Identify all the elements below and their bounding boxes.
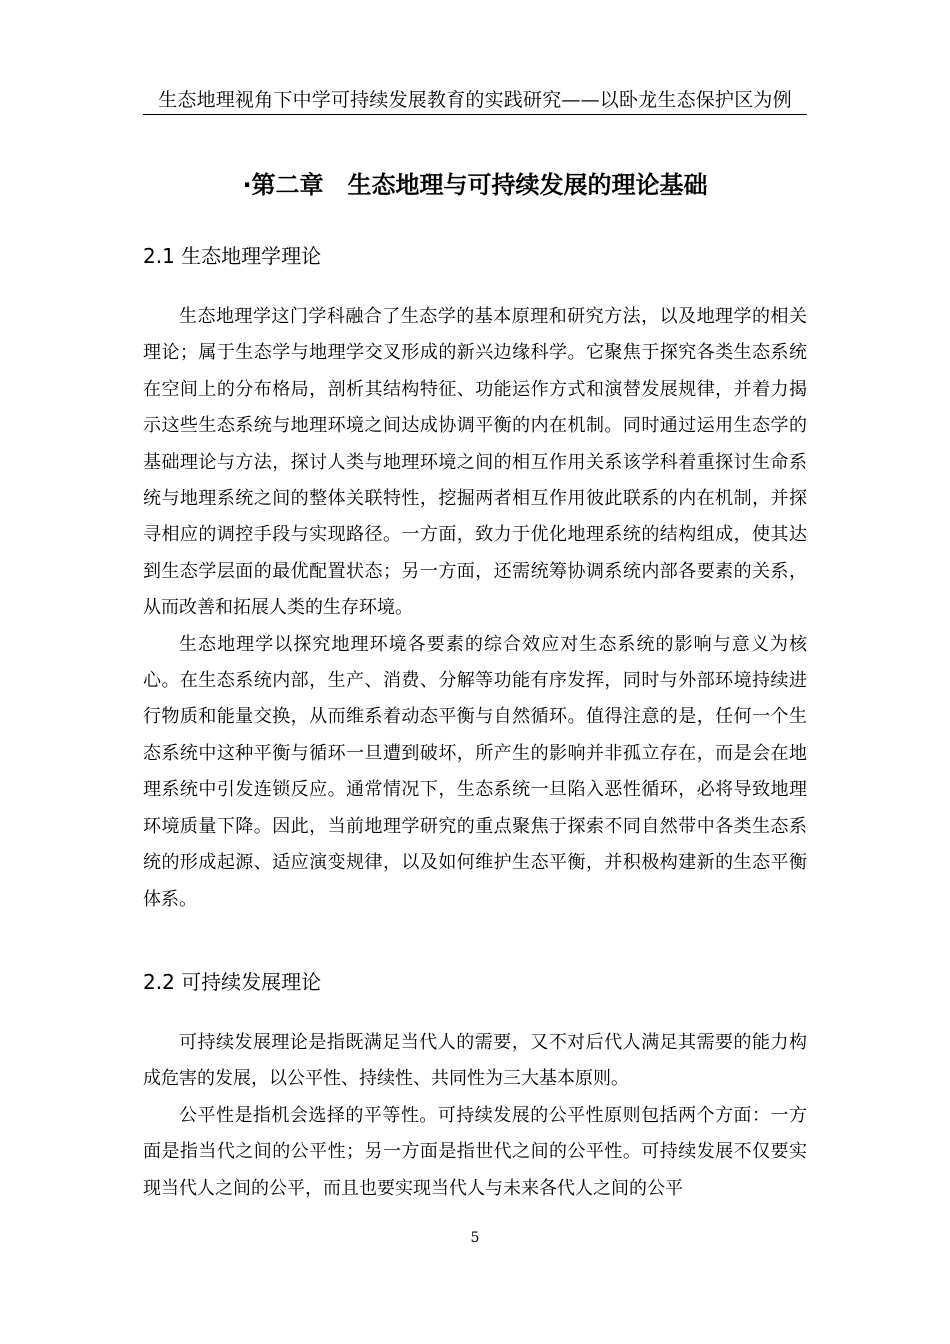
paragraph: 可持续发展理论是指既满足当代人的需要，又不对后代人满足其需要的能力构成危害的发展，以公平性、持续性、共同性为三大基本原则。	[143, 1032, 807, 1090]
section-2-2-body	[143, 1025, 807, 1207]
paragraph: 生态地理学以探究地理环境各要素的综合效应对生态系统的影响与意义为核心。在生态系统内部，生产、消费、分解等功能有序发挥，同时与外部环境持续进行物质和能量交换，从而维系着动态平衡与自然循环。值得注意的是，任何一个生态系统中这种平衡与循环一旦遭到破坏，所产生的影响并非孤立存在，而是会在地理系统中引发连锁反应。通常情况下，生态系统一旦陷入恶性循环，必将导致地理环境质量下降。因此，当前地理学研究的重点聚焦于探索不同自然带中各类生态系统的形成起源、适应演变规律，以及如何维护生态平衡，并积极构建新的生态平衡体系。	[143, 633, 807, 910]
chapter-title: ·第二章 生态地理与可持续发展的理论基础	[242, 171, 708, 199]
paragraph: 生态地理学这门学科融合了生态学的基本原理和研究方法，以及地理学的相关理论；属于生态学与地理学交叉形成的新兴边缘科学。它聚焦于探究各类生态系统在空间上的分布格局，剖析其结构特征、功能运作方式和演替发展规律，并着力揭示这些生态系统与地理环境之间达成协调平衡的内在机制。同时通过运用生态学的基础理论与方法，探讨人类与地理环境之间的相互作用关系该学科着重探讨生命系统与地理系统之间的整体关联特性，挖掘两者相互作用彼此联系的内在机制，并探寻相应的调控手段与实现路径。一方面，致力于优化地理系统的结构组成，使其达到生态学层面的最优配置状态；另一方面，还需统筹协调系统内部各要素的关系，从而改善和拓展人类的生存环境。	[143, 306, 807, 619]
section-2-1-body	[143, 299, 807, 918]
running-header: 生态地理视角下中学可持续发展教育的实践研究——以卧龙生态保护区为例	[143, 86, 807, 115]
section-heading-2-1: 2.1 生态地理学理论	[143, 244, 322, 268]
page-number: 5	[470, 1230, 480, 1246]
paragraph: 公平性是指机会选择的平等性。可持续发展的公平性原则包括两个方面：一方面是指当代之间的公平性；另一方面是指世代之间的公平性。可持续发展不仅要实现当代人之间的公平，而且也要实现当代人与未来各代人之间的公平	[143, 1104, 807, 1199]
section-heading-2-2: 2.2 可持续发展理论	[143, 970, 322, 994]
